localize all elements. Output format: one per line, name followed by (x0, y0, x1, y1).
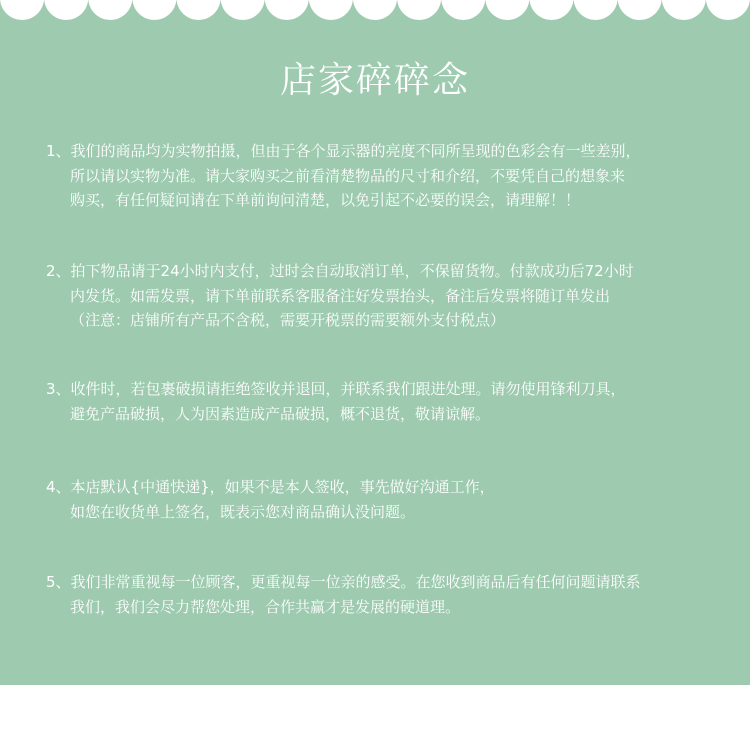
note-line: 1、我们的商品均为实物拍摄，但由于各个显示器的亮度不同所呈现的色彩会有一些差别， (46, 142, 641, 160)
note-line: 购买，有任何疑问请在下单前询问清楚，以免引起不必要的误会，请理解！！ (70, 191, 581, 209)
scallop-bump (88, 0, 132, 20)
scallop-bump (265, 0, 309, 20)
scallop-bump (221, 0, 265, 20)
scallop-bump (485, 0, 529, 20)
scallop-bump (309, 0, 353, 20)
note-item-3 (46, 377, 626, 426)
scallop-bump (353, 0, 397, 20)
note-line: 避免产品破损，人为因素造成产品破损，概不退货，敬请谅解。 (70, 404, 491, 423)
note-line: （注意：店铺所有产品不含税，需要开税票的需要额外支付税点） (70, 311, 506, 329)
scallop-bump (662, 0, 706, 20)
scallop-bump (397, 0, 441, 20)
scallop-bump (441, 0, 485, 20)
note-line: 所以请以实物为准。请大家购买之前看清楚物品的尺寸和介绍，不要凭自己的想象来 (70, 166, 626, 185)
scallop-bump (529, 0, 573, 20)
note-line: 2、拍下物品请于24小时内支付，过时会自动取消订单，不保留货物。付款成功后72小时 (46, 262, 634, 280)
page-title: 店家碎碎念 (279, 60, 470, 101)
scallop-bump (706, 0, 750, 20)
scallop-bump (618, 0, 662, 20)
note-line: 5、我们非常重视每一位顾客，更重视每一位亲的感受。在您收到商品后有任何问题请联系 (46, 573, 641, 591)
scallop-bump (176, 0, 220, 20)
note-item-2 (46, 259, 634, 333)
note-item-4 (46, 475, 495, 524)
scallop-bump (574, 0, 618, 20)
note-line: 4、本店默认{中通快递}，如果不是本人签收，事先做好沟通工作， (46, 478, 495, 496)
note-item-1 (46, 139, 641, 213)
scallop-bump (0, 0, 44, 20)
scallop-bump (44, 0, 88, 20)
scallop-bump (132, 0, 176, 20)
note-line: 我们，我们会尽力帮您处理，合作共赢才是发展的硬道理。 (70, 597, 461, 616)
note-line: 如您在收货单上签名，既表示您对商品确认没问题。 (70, 502, 416, 521)
note-item-5 (46, 570, 641, 619)
note-line: 内发货。如需发票，请下单前联系客服备注好发票抬头，备注后发票将随订单发出 (70, 286, 611, 305)
note-line: 3、收件时，若包裹破损请拒绝签收并退回，并联系我们跟进处理。请勿使用锋利刀具， (46, 380, 626, 398)
scalloped-edge (0, 0, 750, 24)
